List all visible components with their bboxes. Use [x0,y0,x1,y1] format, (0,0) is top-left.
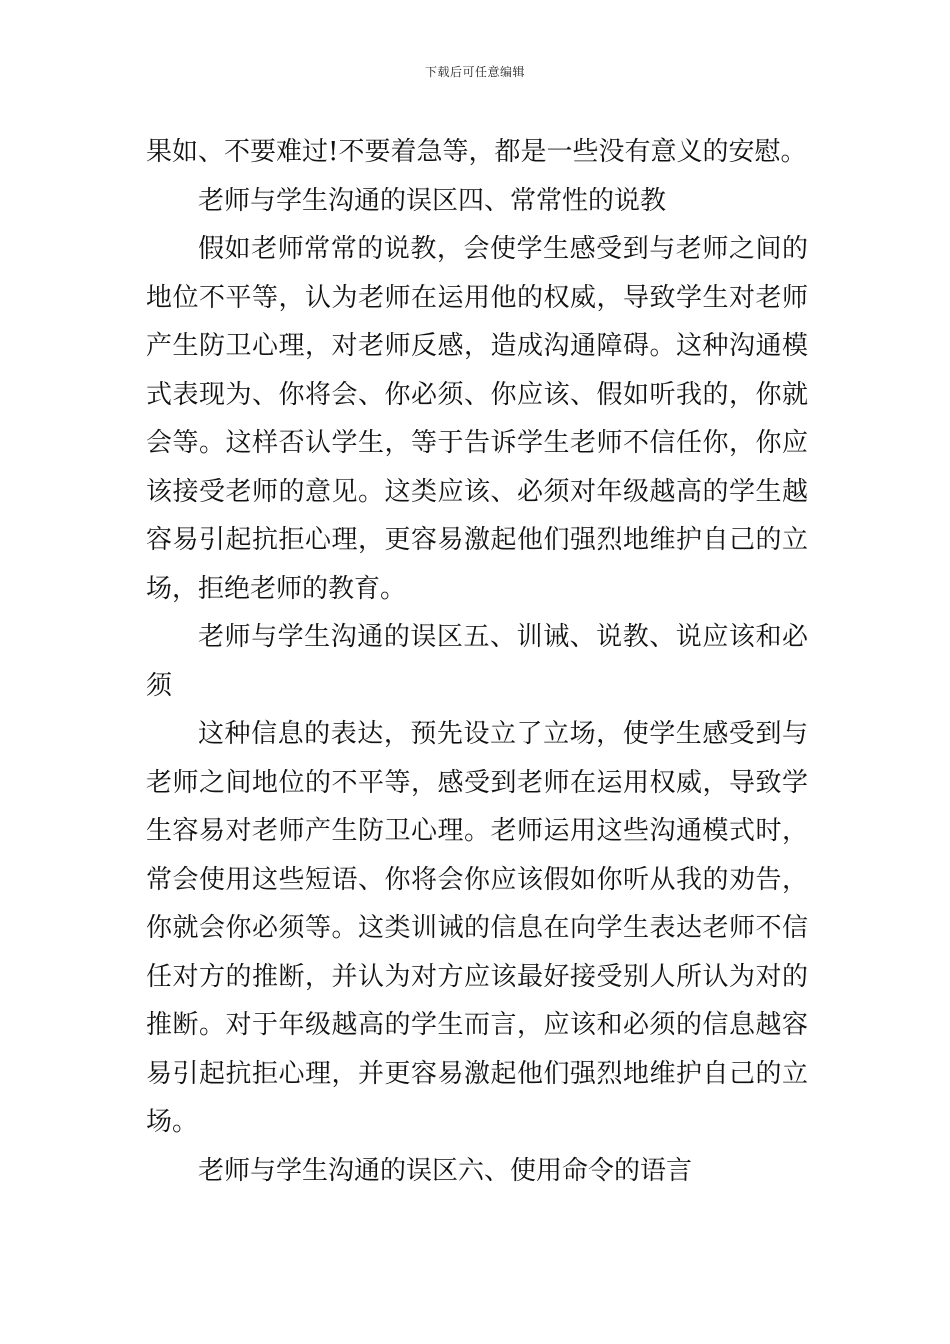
page-header-note: 下载后可任意编辑 [424,65,525,79]
document-body [146,128,808,1195]
paragraph-preaching: 假如老师常常的说教，会使学生感受到与老师之间的地位不平等，认为老师在运用他的权威，导致学生对老师产生防卫心理，对老师反感，造成沟通障碍。这种沟通模式表现为、你将会、你必须、你应该、假如听我的，你就会等。这样否认学生，等于告诉学生老师不信任你，你应该接受老师的意见。这类应该、必须对年级越高的学生越容易引起抗拒心理，更容易激起他们强烈地维护自己的立场，拒绝老师的教育。 [146,234,808,604]
section-heading-misconception-4: 老师与学生沟通的误区四、常常性的说教 [198,185,667,216]
section-heading-misconception-6: 老师与学生沟通的误区六、使用命令的语言 [198,1155,693,1186]
section-heading-misconception-5: 老师与学生沟通的误区五、训诫、说教、说应该和必须 [146,622,808,701]
paragraph-admonition: 这种信息的表达，预先设立了立场，使学生感受到与老师之间地位的不平等，感受到老师在运用权威，导致学生容易对老师产生防卫心理。老师运用这些沟通模式时，常会使用这些短语、你将会你应该假如你听从我的劝告，你就会你必须等。这类训诫的信息在向学生表达老师不信任对方的推断，并认为对方应该最好接受别人所认为对的推断。对于年级越高的学生而言，应该和必须的信息越容易引起抗拒心理，并更容易激起他们强烈地维护自己的立场。 [146,719,808,1137]
paragraph-continuation: 果如、不要难过!不要着急等，都是一些没有意义的安慰。 [146,137,807,167]
